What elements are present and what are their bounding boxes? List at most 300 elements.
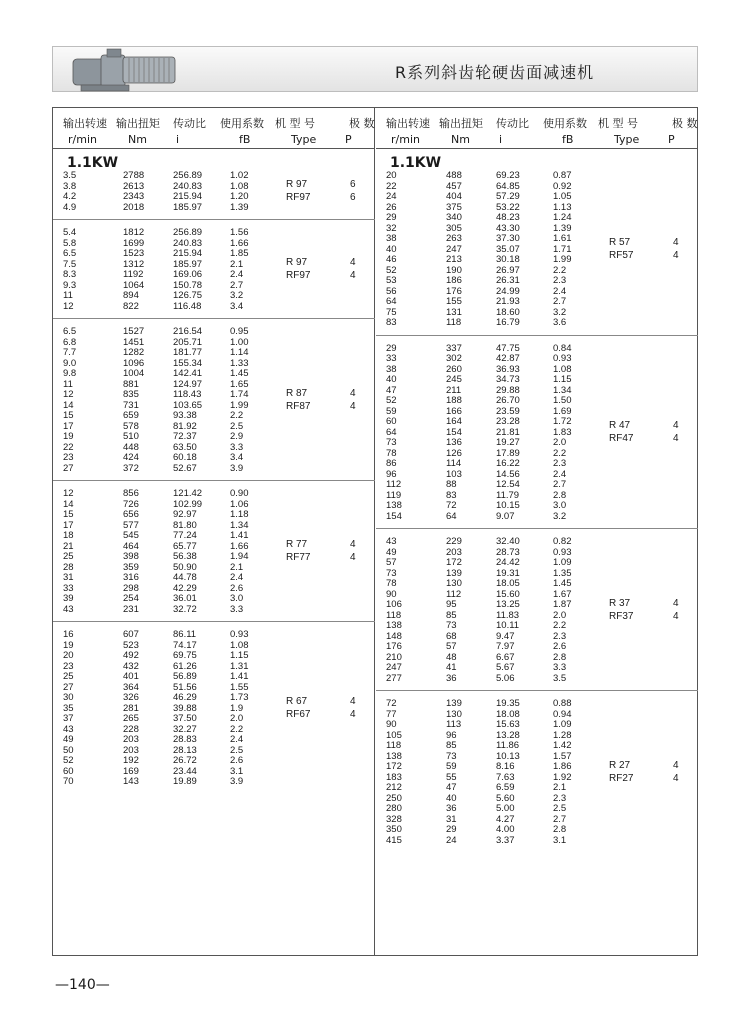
table-row [376,297,698,308]
cell: 247 [386,662,402,673]
cell: 2.6 [553,641,567,652]
table-row [376,548,698,559]
cell: 188 [446,395,462,406]
cell: 32.72 [173,603,197,615]
cell: 106 [386,599,402,610]
table-row [376,266,698,277]
cell: 247 [446,243,462,255]
cell: 9.0 [63,357,77,369]
cell: 2.3 [553,792,567,804]
table-row [376,308,698,319]
model-type: RF57 [609,249,634,261]
header-col4-label: 使用系数 [543,117,587,130]
model-type: R 87 [286,387,308,399]
table-row [53,228,375,239]
table-row [53,746,375,757]
cell: 11.79 [496,489,520,501]
header-col3-unit: i [499,133,503,146]
cell: 1.67 [553,588,572,600]
cell: 60 [63,765,74,777]
table-row [376,512,698,523]
cell: 3.3 [230,441,244,453]
cell: 124.97 [173,378,203,390]
cell: 3.4 [230,452,244,463]
cell: 74.17 [173,639,197,651]
model-type: R 97 [286,257,308,268]
cell: 64 [386,426,397,438]
cell: 47.75 [496,342,520,354]
cell: 56 [386,285,397,297]
cell: 59 [386,405,397,417]
cell: 1.41 [230,671,249,682]
model-type-block [376,597,698,625]
cell: 212 [386,782,402,793]
cell: 35.07 [496,243,520,255]
cell: 2.2 [553,264,567,276]
cell: 523 [123,639,139,651]
cell: 488 [446,170,462,181]
cell: 113 [446,719,462,730]
cell: 18.60 [496,306,520,318]
cell: 2.0 [553,609,567,621]
cell: 85 [446,609,457,621]
cell: 46 [386,254,397,265]
table-row [376,720,698,731]
table-row [376,632,698,643]
cell: 6.59 [496,782,515,793]
cell: 26 [386,201,397,213]
model-type: RF87 [286,400,311,412]
cell: 60 [386,416,397,427]
cell: 1.57 [553,750,572,762]
cell: 118 [386,609,402,621]
header-col6-label: 极 数 [349,117,375,130]
table-row [376,396,698,407]
cell: 47 [386,384,397,396]
table-row [53,767,375,778]
cell: 52 [386,264,397,276]
cell: 228 [123,723,139,735]
cell: 73 [386,567,397,579]
table-row [376,287,698,298]
cell: 186 [446,275,462,286]
table-row [376,642,698,653]
cell: 28 [63,561,74,573]
table-row [53,432,375,443]
table-row [53,302,375,313]
table-row [53,594,375,605]
cell: 38 [386,363,397,375]
cell: 1.08 [553,363,572,375]
cell: 14 [63,498,74,510]
cell: 216.54 [173,326,203,337]
page-title: R系列斜齿轮硬齿面减速机 [395,63,595,82]
table-row [376,699,698,710]
cell: 7.7 [63,347,77,358]
cell: 240.83 [173,180,203,192]
cell: 656 [123,509,139,520]
header-col1-label: 输出转速 [63,117,107,130]
cell: 81.80 [173,519,197,531]
cell: 1282 [123,347,145,358]
cell: 12.54 [496,479,520,490]
table-row [53,338,375,349]
gear-motor-icon [71,43,183,95]
cell: 44.78 [173,572,197,583]
cell: 73 [386,437,397,448]
cell: 5.67 [496,662,515,673]
cell: 29.88 [496,384,520,396]
cell: 56.38 [173,551,197,562]
cell: 340 [446,212,462,223]
cell: 185.97 [173,201,203,213]
header-col5-unit: Type [614,133,640,146]
cell: 1.94 [230,551,249,562]
table-row [376,836,698,847]
cell: 11 [63,290,73,301]
cell: 1.24 [553,212,572,223]
cell: 254 [123,593,139,604]
cell: 23.28 [496,416,520,427]
table-row [53,369,375,380]
cell: 90 [386,719,397,730]
data-group [376,149,698,336]
pole-count: 4 [673,759,679,771]
cell: 138 [386,750,402,762]
table-row [53,573,375,584]
cell: 90 [386,588,397,600]
cell: 166 [446,405,462,417]
header-col5-unit: Type [291,133,317,146]
cell: 16.22 [496,458,520,469]
cell: 155 [446,296,462,307]
cell: 24 [446,834,457,846]
cell: 2.3 [553,458,567,469]
pole-count: 4 [673,432,679,444]
cell: 1812 [123,227,145,238]
table-row [53,725,375,736]
cell: 277 [386,672,402,684]
cell: 3.6 [553,317,567,328]
cell: 13.25 [496,599,520,610]
cell: 50 [63,744,74,756]
cell: 359 [123,561,139,573]
cell: 154 [386,510,402,522]
table-row [53,756,375,767]
cell: 28.83 [173,734,197,745]
cell: 415 [386,834,402,846]
cell: 1.56 [230,227,249,238]
table-row [53,291,375,302]
cell: 27 [63,681,74,693]
cell: 139 [446,567,462,579]
cell: 95 [446,599,457,610]
cell: 63.50 [173,441,197,453]
cell: 116.48 [173,300,202,312]
cell: 26.97 [496,264,520,276]
cell: 18 [63,530,74,541]
cell: 52 [63,755,74,766]
model-type: R 47 [609,419,631,431]
power-section-title: 1.1KW [67,155,119,171]
cell: 3.5 [63,170,77,181]
data-group [53,622,375,794]
cell: 83 [446,489,457,501]
cell: 6.5 [63,248,77,259]
model-type-block [53,178,375,206]
cell: 88 [446,479,457,490]
cell: 0.93 [553,546,572,558]
cell: 9.3 [63,279,77,291]
cell: 398 [123,551,139,562]
cell: 138 [386,620,402,631]
cell: 29 [386,212,397,223]
model-type: RF37 [609,610,634,622]
header-col1-unit: r/min [391,133,420,146]
cell: 213 [446,254,462,265]
cell: 302 [446,353,462,364]
cell: 52.67 [173,462,197,474]
table-row [53,327,375,338]
cell: 39 [63,593,74,604]
cell: 203 [446,546,462,558]
model-type: R 67 [286,695,308,707]
table-row [376,537,698,548]
cell: 265 [123,713,139,724]
cell: 126.75 [173,290,203,301]
cell: 40 [386,374,397,385]
cell: 2.8 [553,489,567,501]
cell: 7.97 [496,641,515,652]
cell: 53.22 [496,201,520,213]
table-row [376,192,698,203]
model-type: RF97 [286,192,311,203]
cell: 5.60 [496,792,515,804]
cell: 25 [63,551,74,562]
table-row [376,501,698,512]
cell: 8.3 [63,269,77,280]
cell: 1.08 [230,180,249,192]
cell: 2.6 [230,582,244,594]
data-group [53,149,375,220]
cell: 10.15 [496,500,520,511]
cell: 3.4 [230,300,244,312]
cell: 1.85 [230,248,249,259]
header-col2-label: 输出扭矩 [439,117,483,130]
cell: 118 [446,317,462,328]
cell: 2343 [123,191,145,202]
table-row [53,605,375,616]
table-row [53,521,375,532]
cell: 203 [123,744,139,756]
pole-count: 4 [350,400,356,412]
cell: 0.82 [553,536,572,547]
cell: 64.85 [496,180,520,192]
cell: 1.41 [230,530,249,541]
cell: 326 [123,692,139,703]
cell: 83 [386,317,397,328]
pole-count: 4 [673,772,679,784]
cell: 112 [386,479,402,490]
cell: 53 [386,275,397,286]
cell: 17 [63,420,74,432]
cell: 337 [446,342,462,354]
table-header [376,108,698,149]
cell: 13.28 [496,729,520,741]
cell: 7.5 [63,258,77,270]
cell: 2.7 [553,813,567,825]
cell: 211 [446,384,462,396]
cell: 23.59 [496,405,520,417]
cell: 75 [386,306,397,318]
cell: 60.18 [173,452,197,463]
cell: 2.9 [230,431,244,442]
cell: 215.94 [173,248,203,259]
table-row [53,422,375,433]
cell: 31 [446,813,457,825]
header-col3-label: 传动比 [173,117,206,130]
table-row [376,459,698,470]
table-row [376,344,698,355]
cell: 5.4 [63,227,77,238]
cell: 1.09 [553,557,572,568]
cell: 169.06 [173,269,203,280]
cell: 298 [123,582,139,594]
cell: 142.41 [173,368,203,379]
cell: 27 [63,462,74,474]
cell: 1.31 [230,660,249,672]
cell: 280 [386,803,402,814]
cell: 14 [63,399,74,411]
cell: 34.73 [496,374,520,385]
cell: 731 [123,399,139,411]
header-col5-label: 机 型 号 [275,117,315,130]
cell: 260 [446,363,462,375]
cell: 20 [386,170,397,181]
cell: 1.15 [553,374,572,385]
model-type-block [53,538,375,566]
cell: 185.97 [173,258,203,270]
header-col2-label: 输出扭矩 [116,117,160,130]
header-col5-label: 机 型 号 [598,117,638,130]
cell: 70 [63,776,74,787]
cell: 1527 [123,326,145,337]
cell: 93.38 [173,410,197,421]
cell: 203 [123,734,139,745]
cell: 3.3 [553,662,567,673]
cell: 41 [446,662,457,673]
model-type-block [53,692,375,723]
table-row [376,318,698,329]
cell: 112 [446,588,462,600]
cell: 1.74 [230,389,249,400]
cell: 69.75 [173,650,197,661]
cell: 49 [63,734,74,745]
model-type: R 77 [286,539,308,550]
cell: 78 [386,578,397,589]
cell: 448 [123,441,139,453]
cell: 56.89 [173,671,197,682]
cell: 3.5 [553,672,567,684]
table-row [376,815,698,826]
cell: 1.28 [553,729,572,741]
cell: 1.35 [553,567,572,579]
page-header [52,46,698,92]
cell: 2.4 [553,468,567,480]
cell: 148 [386,630,402,642]
cell: 404 [446,191,462,202]
pole-count: 4 [350,552,356,563]
cell: 139 [446,698,462,709]
cell: 0.93 [553,353,572,364]
cell: 21 [63,540,74,552]
cell: 4.2 [63,191,77,202]
cell: 2018 [123,201,145,213]
cell: 24.99 [496,285,520,297]
data-group [376,529,698,691]
cell: 3.37 [496,834,515,846]
cell: 0.93 [230,629,249,640]
pole-count: 4 [350,695,356,707]
cell: 28.73 [496,546,520,558]
cell: 49 [386,546,397,558]
table-row [53,651,375,662]
cell: 103 [446,468,462,480]
table-row [376,741,698,752]
cell: 24.42 [496,557,520,568]
table-row [376,203,698,214]
cell: 1192 [123,269,144,280]
cell: 245 [446,374,462,385]
table-row [376,710,698,721]
right-table [376,108,698,852]
cell: 881 [123,378,139,390]
cell: 492 [123,650,139,661]
cell: 2.7 [553,296,567,307]
cell: 57 [446,641,457,652]
cell: 2.3 [553,275,567,286]
cell: 78 [386,447,397,459]
cell: 172 [386,761,402,772]
cell: 19 [63,639,74,651]
cell: 15.60 [496,588,520,600]
cell: 77.24 [173,530,197,541]
cell: 176 [446,285,462,297]
cell: 192 [123,755,139,766]
table-row [376,491,698,502]
cell: 37 [63,713,74,724]
table-row [53,500,375,511]
model-type: R 37 [609,597,631,609]
cell: 23.44 [173,765,197,777]
cell: 11.83 [496,609,520,621]
cell: 26.70 [496,395,520,406]
cell: 55 [446,771,457,783]
cell: 81.92 [173,420,197,432]
table-row [376,354,698,365]
cell: 46.29 [173,692,197,703]
table-row [53,453,375,464]
cell: 1.45 [553,578,572,589]
cell: 69.23 [496,170,520,181]
cell: 1.39 [230,201,249,213]
cell: 26.31 [496,275,520,286]
header-col4-unit: fB [562,133,574,146]
cell: 43.30 [496,222,520,234]
pole-count: 4 [673,419,679,431]
cell: 40 [446,792,457,804]
cell: 138 [386,500,402,511]
